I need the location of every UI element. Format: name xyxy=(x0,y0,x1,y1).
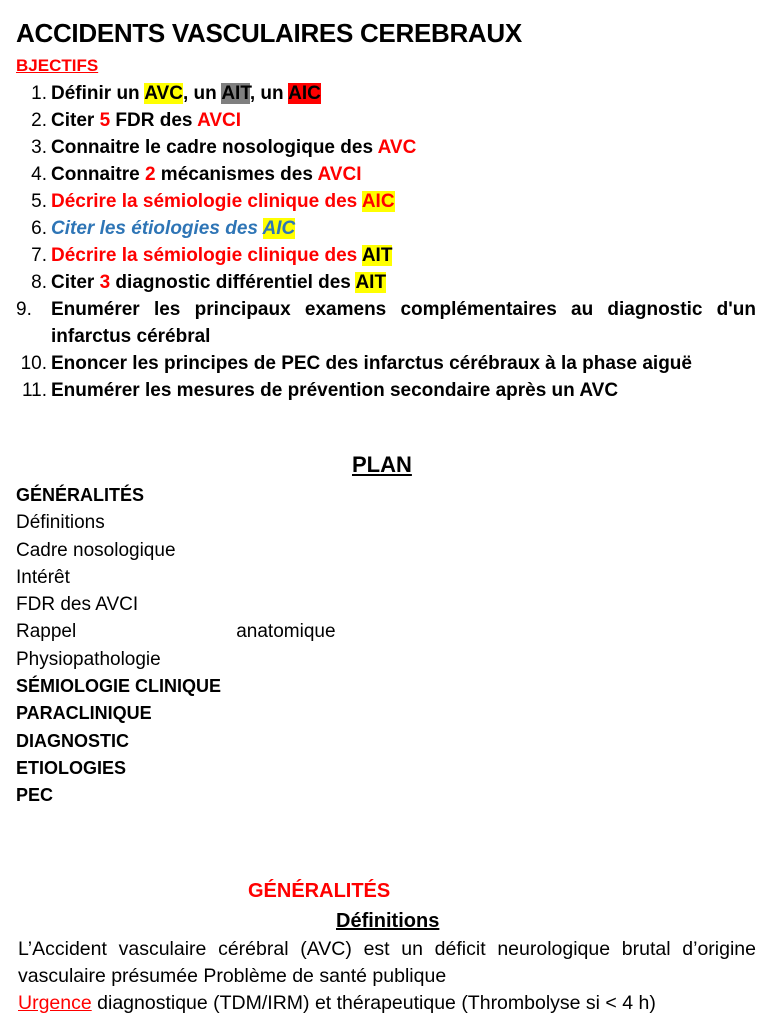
objective-item: 11. Enumérer les mesures de prévention secondaire après un AVC xyxy=(21,380,619,401)
plan-item: ETIOLOGIES xyxy=(16,757,127,778)
objective-item: 4. Connaitre 2 mécanismes des AVCI xyxy=(31,164,362,185)
paragraph-line: vasculaire présumée Problème de santé publique xyxy=(18,965,447,987)
plan-item: PARACLINIQUE xyxy=(16,703,152,724)
plan-item: GÉNÉRALITÉS xyxy=(16,485,145,505)
objective-item: 10. Enoncer les principes de PEC des infarctus cérébraux à la phase aiguë xyxy=(20,353,692,374)
paragraph-line: L’Accident vasculaire cérébral (AVC) est un déficit neurologique brutal d’origine xyxy=(18,938,756,960)
objective-item: 8. Citer 3 diagnostic différentiel des AIT xyxy=(31,272,387,293)
definitions-heading: Définitions xyxy=(336,910,440,932)
objectifs-heading: BJECTIFS xyxy=(16,56,99,75)
objective-item: 1. Définir un AVC, un AIT, un AIC xyxy=(31,83,321,104)
objective-item: 5. Décrire la sémiologie clinique des AIC xyxy=(31,191,395,212)
plan-item: DIAGNOSTIC xyxy=(16,730,130,751)
objective-item: 7. Décrire la sémiologie clinique des AIT xyxy=(31,245,393,266)
plan-item: PEC xyxy=(16,785,54,806)
generalites-heading: GÉNÉRALITÉS xyxy=(248,880,391,902)
plan-title: PLAN xyxy=(352,452,412,477)
objective-item: 3. Connaitre le cadre nosologique des AVC xyxy=(31,137,417,158)
paragraph-line: Urgence diagnostique (TDM/IRM) et thérapeutique (Thrombolyse si < 4 h) xyxy=(18,992,656,1014)
plan-item: Intérêt xyxy=(16,566,70,588)
definition-paragraph xyxy=(18,936,756,1017)
plan-item: SÉMIOLOGIE CLINIQUE xyxy=(16,676,222,697)
objective-item: 2. Citer 5 FDR des AVCI xyxy=(31,110,242,131)
objectives-list xyxy=(16,80,756,404)
plan-item: FDR des AVCI xyxy=(16,594,139,616)
plan-item: Définitions xyxy=(16,512,105,534)
plan-list xyxy=(16,482,336,810)
objective-item: 6. Citer les étiologies des AIC xyxy=(31,218,296,239)
plan-item: Rappel anatomique xyxy=(16,621,336,643)
document-title: ACCIDENTS VASCULAIRES CEREBRAUX xyxy=(16,18,522,48)
objective-item: 9. Enumérer les principaux examens complémentaires au diagnostic d'un infarctus cérébral xyxy=(16,299,756,347)
plan-item: Cadre nosologique xyxy=(16,539,176,561)
urgence-link: Urgence xyxy=(18,992,92,1014)
plan-item: Physiopathologie xyxy=(16,648,161,670)
